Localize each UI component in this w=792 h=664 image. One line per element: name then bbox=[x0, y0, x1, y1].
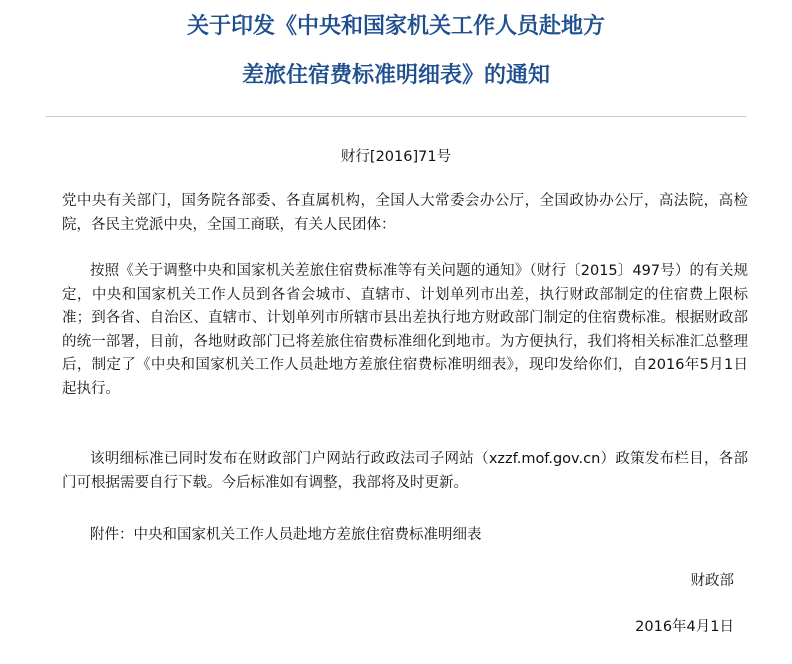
issue-date: 2016年4月1日 bbox=[635, 619, 734, 635]
document-title-line-2: 差旅住宿费标准明细表》的通知 bbox=[241, 63, 550, 88]
document-number: 财行[2016]71号 bbox=[340, 149, 452, 165]
attachment-line: 附件：中央和国家机关工作人员赴地方差旅住宿费标准明细表 bbox=[90, 527, 482, 543]
issuing-authority: 财政部 bbox=[690, 573, 734, 589]
addressee: 党中央有关部门，国务院各部委、各直属机构，全国人大常委会办公厅，全国政协办公厅，高法院，高检院，各民主党派中央，全国工商联，有关人民团体： bbox=[62, 193, 748, 233]
title-divider bbox=[46, 116, 746, 117]
body-paragraph-2: 该明细标准已同时发布在财政部门户网站行政政法司子网站（xzzf.mof.gov.cn）政策发布栏目，各部门可根据需要自行下载。今后标准如有调整，我部将及时更新。 bbox=[62, 451, 748, 491]
document-title-line-1: 关于印发《中央和国家机关工作人员赴地方 bbox=[186, 14, 605, 39]
body-paragraph-1: 按照《关于调整中央和国家机关差旅住宿费标准等有关问题的通知》（财行〔2015〕497号）的有关规定，中央和国家机关工作人员到各省会城市、直辖市、计划单列市出差，执行财政部制定的住宿费上限标准；到各省、自治区、直辖市、计划单列市所辖市县出差执行地方财政部门制定的住宿费标准。根据财政部的统一部署，目前，各地财政部门已将差旅住宿费标准细化到地市。为方便执行，我们将相关标准汇总整理后，制定了《中央和国家机关工作人员赴地方差旅住宿费标准明细表》，现印发给你们，自2016年5月1日起执行。 bbox=[62, 263, 748, 397]
